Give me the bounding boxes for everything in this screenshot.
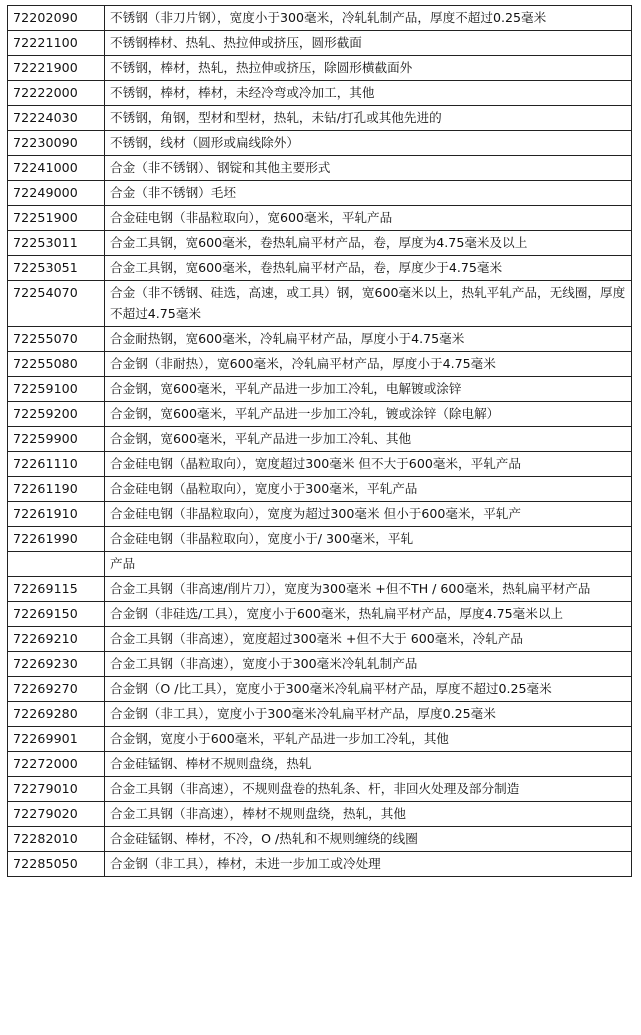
- description-cell: 合金钢（非工具），棒材，未进一步加工或冷处理: [105, 852, 632, 877]
- hs-code-cell: 72279010: [8, 777, 105, 802]
- table-row: [8, 527, 632, 552]
- description-cell: 合金工具钢（非高速），宽度小于300毫米冷轧轧制产品: [105, 652, 632, 677]
- table-row: [8, 402, 632, 427]
- table-row: [8, 852, 632, 877]
- hs-code-cell: 72259200: [8, 402, 105, 427]
- description-cell: 合金钢，宽600毫米，平轧产品进一步加工冷轧，电解镀或涂锌: [105, 377, 632, 402]
- hs-code-cell: 72261110: [8, 452, 105, 477]
- hs-code-cell: 72230090: [8, 131, 105, 156]
- hs-code-cell: 72255080: [8, 352, 105, 377]
- table-row: [8, 802, 632, 827]
- hs-code-cell: 72269901: [8, 727, 105, 752]
- hs-code-cell: 72224030: [8, 106, 105, 131]
- description-cell: 合金硅电钢（晶粒取向），宽度小于300毫米，平轧产品: [105, 477, 632, 502]
- hs-code-cell: 72272000: [8, 752, 105, 777]
- table-row: [8, 602, 632, 627]
- description-cell: 合金硅电钢（非晶粒取向），宽600毫米，平轧产品: [105, 206, 632, 231]
- table-row: [8, 727, 632, 752]
- description-cell: 不锈钢，角钢，型材和型材，热轧，未钻/打孔或其他先进的: [105, 106, 632, 131]
- table-row: [8, 256, 632, 281]
- table-body: [8, 6, 632, 877]
- hs-code-cell: [8, 552, 105, 577]
- hs-code-cell: 72269230: [8, 652, 105, 677]
- table-row: [8, 677, 632, 702]
- hs-code-cell: 72282010: [8, 827, 105, 852]
- table-row: [8, 206, 632, 231]
- description-cell: 合金（非不锈钢、硅选，高速，或工具）钢，宽600毫米以上，热轧平轧产品，无线圈，厚度不超过4.75毫米: [105, 281, 632, 327]
- hs-code-cell: 72202090: [8, 6, 105, 31]
- hs-code-cell: 72253011: [8, 231, 105, 256]
- description-cell: 不锈钢（非刀片钢），宽度小于300毫米，冷轧轧制产品，厚度不超过0.25毫米: [105, 6, 632, 31]
- description-cell: 合金耐热钢，宽600毫米，冷轧扁平材产品，厚度小于4.75毫米: [105, 327, 632, 352]
- table-row: [8, 56, 632, 81]
- hs-code-cell: 72249000: [8, 181, 105, 206]
- description-cell: 合金钢，宽度小于600毫米，平轧产品进一步加工冷轧，其他: [105, 727, 632, 752]
- table-row: [8, 652, 632, 677]
- description-cell: 合金钢，宽600毫米，平轧产品进一步加工冷轧、其他: [105, 427, 632, 452]
- table-row: [8, 352, 632, 377]
- hs-code-cell: 72241000: [8, 156, 105, 181]
- description-cell: 合金工具钢（非高速），不规则盘卷的热轧条、杆，非回火处理及部分制造: [105, 777, 632, 802]
- description-cell: 合金硅电钢（非晶粒取向），宽度为超过300毫米 但小于600毫米，平轧产: [105, 502, 632, 527]
- hs-code-cell: 72259100: [8, 377, 105, 402]
- description-cell: 不锈钢，棒材，棒材，未经冷弯或冷加工，其他: [105, 81, 632, 106]
- hs-code-cell: 72269115: [8, 577, 105, 602]
- table-row: [8, 702, 632, 727]
- table-row: [8, 777, 632, 802]
- table-row: [8, 106, 632, 131]
- table-row: [8, 156, 632, 181]
- hs-code-cell: 72261990: [8, 527, 105, 552]
- description-cell: 合金（非不锈钢）毛坯: [105, 181, 632, 206]
- description-cell: 合金工具钢（非高速/削片刀），宽度为300毫米 +但不TH / 600毫米，热轧扁平材产品: [105, 577, 632, 602]
- description-cell: 合金硅电钢（晶粒取向），宽度超过300毫米 但不大于600毫米，平轧产品: [105, 452, 632, 477]
- hs-code-cell: 72269280: [8, 702, 105, 727]
- hs-code-cell: 72259900: [8, 427, 105, 452]
- table-row: [8, 81, 632, 106]
- hs-code-cell: 72269150: [8, 602, 105, 627]
- table-row: [8, 452, 632, 477]
- description-cell: 合金工具钢，宽600毫米，卷热轧扁平材产品，卷，厚度少于4.75毫米: [105, 256, 632, 281]
- table-row: [8, 752, 632, 777]
- hs-code-cell: 72285050: [8, 852, 105, 877]
- description-cell: 合金工具钢，宽600毫米，卷热轧扁平材产品，卷，厚度为4.75毫米及以上: [105, 231, 632, 256]
- description-cell: 合金硅锰钢、棒材不规则盘绕，热轧: [105, 752, 632, 777]
- hs-code-cell: 72221900: [8, 56, 105, 81]
- description-cell: 合金硅电钢（非晶粒取向），宽度小于/ 300毫米，平轧: [105, 527, 632, 552]
- table-row: [8, 377, 632, 402]
- hs-code-cell: 72261910: [8, 502, 105, 527]
- table-row: [8, 502, 632, 527]
- description-cell: 不锈钢，线材（圆形或扁线除外）: [105, 131, 632, 156]
- description-cell: 合金硅锰钢、棒材，不冷，O /热轧和不规则缠绕的线圈: [105, 827, 632, 852]
- hs-code-cell: 72269270: [8, 677, 105, 702]
- description-cell: 合金（非不锈钢）、钢锭和其他主要形式: [105, 156, 632, 181]
- hs-code-cell: 72253051: [8, 256, 105, 281]
- table-row: [8, 627, 632, 652]
- hs-code-cell: 72254070: [8, 281, 105, 327]
- description-cell: 合金钢（O /比工具），宽度小于300毫米冷轧扁平材产品，厚度不超过0.25毫米: [105, 677, 632, 702]
- hs-code-cell: 72279020: [8, 802, 105, 827]
- table-row: [8, 477, 632, 502]
- table-row: [8, 552, 632, 577]
- table-row: [8, 231, 632, 256]
- description-cell: 产品: [105, 552, 632, 577]
- table-row: [8, 31, 632, 56]
- table-row: [8, 131, 632, 156]
- table-row: [8, 6, 632, 31]
- hs-code-cell: 72221100: [8, 31, 105, 56]
- description-cell: 合金钢（非硅选/工具），宽度小于600毫米，热轧扁平材产品，厚度4.75毫米以上: [105, 602, 632, 627]
- table-row: [8, 181, 632, 206]
- description-cell: 合金钢（非工具），宽度小于300毫米冷轧扁平材产品，厚度0.25毫米: [105, 702, 632, 727]
- tariff-code-table: [7, 5, 632, 877]
- description-cell: 合金钢（非耐热），宽600毫米，冷轧扁平材产品，厚度小于4.75毫米: [105, 352, 632, 377]
- table-row: [8, 327, 632, 352]
- table-row: [8, 827, 632, 852]
- description-cell: 合金工具钢（非高速），宽度超过300毫米 +但不大于 600毫米，冷轧产品: [105, 627, 632, 652]
- description-cell: 合金钢，宽600毫米，平轧产品进一步加工冷轧，镀或涂锌（除电解）: [105, 402, 632, 427]
- description-cell: 合金工具钢（非高速），棒材不规则盘绕，热轧，其他: [105, 802, 632, 827]
- table-row: [8, 577, 632, 602]
- hs-code-cell: 72269210: [8, 627, 105, 652]
- hs-code-cell: 72255070: [8, 327, 105, 352]
- hs-code-cell: 72251900: [8, 206, 105, 231]
- table-row: [8, 281, 632, 327]
- description-cell: 不锈钢，棒材，热轧，热拉伸或挤压，除圆形横截面外: [105, 56, 632, 81]
- description-cell: 不锈钢棒材、热轧、热拉伸或挤压，圆形截面: [105, 31, 632, 56]
- hs-code-cell: 72222000: [8, 81, 105, 106]
- table-row: [8, 427, 632, 452]
- hs-code-cell: 72261190: [8, 477, 105, 502]
